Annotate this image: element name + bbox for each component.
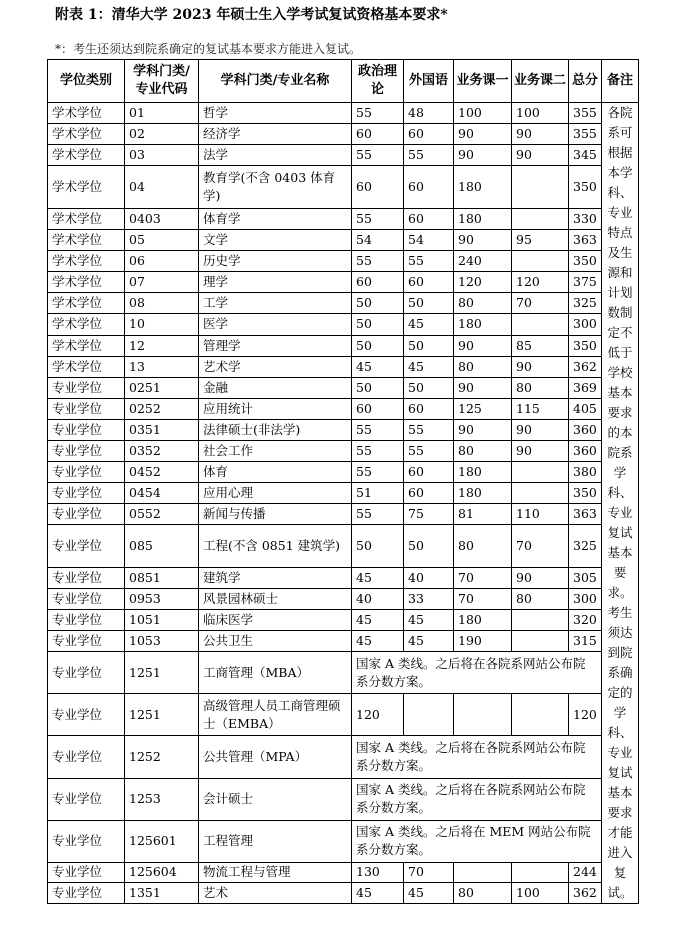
- total-cell: 350: [569, 251, 602, 272]
- table-row: [48, 335, 639, 356]
- table-row: [48, 503, 639, 524]
- code-cell: 085: [125, 524, 199, 567]
- name-cell: 管理学: [199, 335, 352, 356]
- degree-cell: 学术学位: [48, 166, 125, 209]
- name-cell: 艺术学: [199, 356, 352, 377]
- requirements-table: [47, 59, 639, 904]
- code-cell: 06: [125, 251, 199, 272]
- total-cell: 362: [569, 356, 602, 377]
- foreign-cell: 55: [404, 419, 454, 440]
- footnote: *：考生还须达到院系确定的复试基本要求方能进入复试。: [55, 42, 362, 56]
- table-row: [48, 272, 639, 293]
- degree-cell: 专业学位: [48, 377, 125, 398]
- degree-cell: 专业学位: [48, 440, 125, 461]
- header-row: [48, 60, 639, 103]
- politics-cell: 55: [352, 103, 404, 124]
- politics-cell: 50: [352, 377, 404, 398]
- foreign-cell: 55: [404, 440, 454, 461]
- name-cell: 理学: [199, 272, 352, 293]
- course2-cell: 85: [512, 335, 569, 356]
- code-cell: 04: [125, 166, 199, 209]
- name-cell: 公共管理（MPA）: [199, 736, 352, 778]
- course2-cell: 80: [512, 377, 569, 398]
- foreign-cell: 60: [404, 461, 454, 482]
- foreign-cell: 45: [404, 314, 454, 335]
- name-cell: 文学: [199, 230, 352, 251]
- degree-cell: 专业学位: [48, 398, 125, 419]
- degree-cell: 专业学位: [48, 461, 125, 482]
- course2-cell: [512, 610, 569, 631]
- degree-cell: 专业学位: [48, 694, 125, 736]
- foreign-cell: 45: [404, 882, 454, 903]
- degree-cell: 专业学位: [48, 778, 125, 820]
- name-cell: 物流工程与管理: [199, 862, 352, 882]
- course1-cell: 180: [454, 209, 512, 230]
- total-cell: 305: [569, 568, 602, 589]
- code-cell: 1351: [125, 882, 199, 903]
- degree-cell: 专业学位: [48, 736, 125, 778]
- table-row: [48, 694, 639, 736]
- code-cell: 0454: [125, 482, 199, 503]
- code-cell: 05: [125, 230, 199, 251]
- table-row: [48, 356, 639, 377]
- politics-cell: 45: [352, 568, 404, 589]
- table-row: [48, 631, 639, 652]
- total-cell: 330: [569, 209, 602, 230]
- total-cell: 300: [569, 314, 602, 335]
- table-row: [48, 820, 639, 862]
- course2-cell: 90: [512, 568, 569, 589]
- table-row: [48, 124, 639, 145]
- foreign-cell: 54: [404, 230, 454, 251]
- course1-cell: 90: [454, 377, 512, 398]
- course1-cell: 125: [454, 398, 512, 419]
- total-cell: 375: [569, 272, 602, 293]
- degree-cell: 学术学位: [48, 103, 125, 124]
- foreign-cell: 50: [404, 377, 454, 398]
- name-cell: 临床医学: [199, 610, 352, 631]
- code-cell: 0552: [125, 503, 199, 524]
- total-cell: 355: [569, 124, 602, 145]
- politics-cell: 55: [352, 209, 404, 230]
- code-cell: 01: [125, 103, 199, 124]
- total-cell: 325: [569, 293, 602, 314]
- score-note-cell: 国家 A 类线。之后将在各院系网站公布院系分数方案。: [352, 736, 602, 778]
- foreign-cell: [404, 694, 454, 736]
- politics-cell: 50: [352, 524, 404, 567]
- foreign-cell: 45: [404, 356, 454, 377]
- table-row: [48, 589, 639, 610]
- score-note-cell: 国家 A 类线。之后将在 MEM 网站公布院系分数方案。: [352, 820, 602, 862]
- course1-cell: 100: [454, 103, 512, 124]
- total-cell: 380: [569, 461, 602, 482]
- table-row: [48, 230, 639, 251]
- header-total: 总分: [569, 60, 602, 103]
- degree-cell: 学术学位: [48, 293, 125, 314]
- code-cell: 13: [125, 356, 199, 377]
- degree-cell: 学术学位: [48, 314, 125, 335]
- total-cell: 405: [569, 398, 602, 419]
- degree-cell: 专业学位: [48, 631, 125, 652]
- total-cell: 350: [569, 482, 602, 503]
- politics-cell: 130: [352, 862, 404, 882]
- course2-cell: 100: [512, 103, 569, 124]
- course2-cell: 95: [512, 230, 569, 251]
- name-cell: 风景园林硕士: [199, 589, 352, 610]
- foreign-cell: 60: [404, 209, 454, 230]
- total-cell: 300: [569, 589, 602, 610]
- course2-cell: 120: [512, 272, 569, 293]
- degree-cell: 专业学位: [48, 482, 125, 503]
- course1-cell: 240: [454, 251, 512, 272]
- course2-cell: [512, 166, 569, 209]
- table-body: [48, 103, 639, 904]
- politics-cell: 51: [352, 482, 404, 503]
- course1-cell: 70: [454, 568, 512, 589]
- header-name: 学科门类/专业名称: [199, 60, 352, 103]
- code-cell: 0452: [125, 461, 199, 482]
- course1-cell: 81: [454, 503, 512, 524]
- foreign-cell: 60: [404, 398, 454, 419]
- degree-cell: 专业学位: [48, 524, 125, 567]
- politics-cell: 55: [352, 251, 404, 272]
- politics-cell: 45: [352, 882, 404, 903]
- course2-cell: 80: [512, 589, 569, 610]
- code-cell: 1053: [125, 631, 199, 652]
- table-row: [48, 440, 639, 461]
- degree-cell: 学术学位: [48, 272, 125, 293]
- name-cell: 工程(不含 0851 建筑学): [199, 524, 352, 567]
- course2-cell: 100: [512, 882, 569, 903]
- name-cell: 艺术: [199, 882, 352, 903]
- code-cell: 0403: [125, 209, 199, 230]
- course2-cell: 90: [512, 419, 569, 440]
- politics-cell: 55: [352, 145, 404, 166]
- degree-cell: 专业学位: [48, 862, 125, 882]
- politics-cell: 60: [352, 272, 404, 293]
- name-cell: 教育学(不含 0403 体育学): [199, 166, 352, 209]
- name-cell: 法律硕士(非法学): [199, 419, 352, 440]
- politics-cell: 120: [352, 694, 404, 736]
- total-cell: 369: [569, 377, 602, 398]
- politics-cell: 50: [352, 335, 404, 356]
- total-cell: 350: [569, 166, 602, 209]
- total-cell: 363: [569, 503, 602, 524]
- total-cell: 120: [569, 694, 602, 736]
- code-cell: 125601: [125, 820, 199, 862]
- name-cell: 医学: [199, 314, 352, 335]
- code-cell: 1251: [125, 652, 199, 694]
- table-row: [48, 482, 639, 503]
- foreign-cell: 75: [404, 503, 454, 524]
- course2-cell: 70: [512, 293, 569, 314]
- foreign-cell: 50: [404, 524, 454, 567]
- degree-cell: 专业学位: [48, 652, 125, 694]
- degree-cell: 专业学位: [48, 882, 125, 903]
- course1-cell: 90: [454, 145, 512, 166]
- code-cell: 10: [125, 314, 199, 335]
- foreign-cell: 45: [404, 610, 454, 631]
- table-row: [48, 862, 639, 882]
- politics-cell: 45: [352, 610, 404, 631]
- course1-cell: 90: [454, 230, 512, 251]
- foreign-cell: 50: [404, 335, 454, 356]
- total-cell: 360: [569, 440, 602, 461]
- header-remark: 备注: [602, 60, 639, 103]
- table-row: [48, 398, 639, 419]
- name-cell: 金融: [199, 377, 352, 398]
- course1-cell: 80: [454, 356, 512, 377]
- degree-cell: 专业学位: [48, 820, 125, 862]
- course1-cell: 180: [454, 482, 512, 503]
- name-cell: 历史学: [199, 251, 352, 272]
- table-row: [48, 314, 639, 335]
- degree-cell: 专业学位: [48, 610, 125, 631]
- code-cell: 1251: [125, 694, 199, 736]
- course1-cell: 90: [454, 335, 512, 356]
- code-cell: 08: [125, 293, 199, 314]
- name-cell: 工程管理: [199, 820, 352, 862]
- name-cell: 工商管理（MBA）: [199, 652, 352, 694]
- name-cell: 新闻与传播: [199, 503, 352, 524]
- table-row: [48, 377, 639, 398]
- code-cell: 0851: [125, 568, 199, 589]
- total-cell: 345: [569, 145, 602, 166]
- table-row: [48, 778, 639, 820]
- header-foreign: 外国语: [404, 60, 454, 103]
- course2-cell: [512, 209, 569, 230]
- degree-cell: 专业学位: [48, 589, 125, 610]
- course2-cell: 110: [512, 503, 569, 524]
- foreign-cell: 60: [404, 124, 454, 145]
- politics-cell: 60: [352, 398, 404, 419]
- table-row: [48, 882, 639, 903]
- course2-cell: 90: [512, 356, 569, 377]
- table-row: [48, 251, 639, 272]
- course2-cell: [512, 251, 569, 272]
- course2-cell: [512, 482, 569, 503]
- course2-cell: 115: [512, 398, 569, 419]
- table-row: [48, 145, 639, 166]
- name-cell: 建筑学: [199, 568, 352, 589]
- course2-cell: 90: [512, 440, 569, 461]
- course1-cell: 180: [454, 461, 512, 482]
- politics-cell: 55: [352, 461, 404, 482]
- code-cell: 125604: [125, 862, 199, 882]
- degree-cell: 学术学位: [48, 145, 125, 166]
- code-cell: 0953: [125, 589, 199, 610]
- course1-cell: 90: [454, 124, 512, 145]
- foreign-cell: 33: [404, 589, 454, 610]
- code-cell: 12: [125, 335, 199, 356]
- name-cell: 体育学: [199, 209, 352, 230]
- politics-cell: 50: [352, 314, 404, 335]
- total-cell: 320: [569, 610, 602, 631]
- table-row: [48, 568, 639, 589]
- total-cell: 362: [569, 882, 602, 903]
- course1-cell: 180: [454, 166, 512, 209]
- politics-cell: 55: [352, 419, 404, 440]
- course2-cell: 70: [512, 524, 569, 567]
- course2-cell: [512, 694, 569, 736]
- course2-cell: [512, 461, 569, 482]
- name-cell: 会计硕士: [199, 778, 352, 820]
- header-politics: 政治理论: [352, 60, 404, 103]
- name-cell: 工学: [199, 293, 352, 314]
- foreign-cell: 70: [404, 862, 454, 882]
- course1-cell: 70: [454, 589, 512, 610]
- total-cell: 325: [569, 524, 602, 567]
- politics-cell: 50: [352, 293, 404, 314]
- table-row: [48, 652, 639, 694]
- politics-cell: 55: [352, 503, 404, 524]
- politics-cell: 54: [352, 230, 404, 251]
- score-note-cell: 国家 A 类线。之后将在各院系网站公布院系分数方案。: [352, 778, 602, 820]
- header-code: 学科门类/专业代码: [125, 60, 199, 103]
- score-note-cell: 国家 A 类线。之后将在各院系网站公布院系分数方案。: [352, 652, 602, 694]
- politics-cell: 60: [352, 166, 404, 209]
- table-row: [48, 419, 639, 440]
- degree-cell: 学术学位: [48, 251, 125, 272]
- foreign-cell: 48: [404, 103, 454, 124]
- code-cell: 0352: [125, 440, 199, 461]
- degree-cell: 专业学位: [48, 419, 125, 440]
- course1-cell: [454, 694, 512, 736]
- course1-cell: [454, 862, 512, 882]
- table-row: [48, 610, 639, 631]
- header-course1: 业务课一: [454, 60, 512, 103]
- course2-cell: 90: [512, 145, 569, 166]
- course2-cell: [512, 314, 569, 335]
- total-cell: 315: [569, 631, 602, 652]
- name-cell: 公共卫生: [199, 631, 352, 652]
- code-cell: 1253: [125, 778, 199, 820]
- table-row: [48, 524, 639, 567]
- name-cell: 高级管理人员工商管理硕士（EMBA）: [199, 694, 352, 736]
- total-cell: 350: [569, 335, 602, 356]
- politics-cell: 45: [352, 356, 404, 377]
- document-title: 附表 1：清华大学 2023 年硕士生入学考试复试资格基本要求*: [55, 7, 448, 23]
- total-cell: 363: [569, 230, 602, 251]
- foreign-cell: 55: [404, 251, 454, 272]
- remarks-cell: 各院系可根据本学科、专业特点及生源和计划数制定不低于学校基本要求的本院系学科、专业复试基本要求。考生须达到院系确定的学科、专业复试基本要求才能进入复试。: [602, 103, 639, 904]
- name-cell: 法学: [199, 145, 352, 166]
- politics-cell: 60: [352, 124, 404, 145]
- header-course2: 业务课二: [512, 60, 569, 103]
- foreign-cell: 50: [404, 293, 454, 314]
- code-cell: 0252: [125, 398, 199, 419]
- degree-cell: 学术学位: [48, 209, 125, 230]
- foreign-cell: 60: [404, 482, 454, 503]
- table-row: [48, 461, 639, 482]
- table-row: [48, 166, 639, 209]
- name-cell: 应用统计: [199, 398, 352, 419]
- politics-cell: 55: [352, 440, 404, 461]
- course2-cell: [512, 631, 569, 652]
- foreign-cell: 60: [404, 166, 454, 209]
- code-cell: 0351: [125, 419, 199, 440]
- politics-cell: 45: [352, 631, 404, 652]
- table-row: [48, 103, 639, 124]
- degree-cell: 专业学位: [48, 503, 125, 524]
- name-cell: 经济学: [199, 124, 352, 145]
- degree-cell: 学术学位: [48, 356, 125, 377]
- course1-cell: 80: [454, 524, 512, 567]
- total-cell: 355: [569, 103, 602, 124]
- name-cell: 体育: [199, 461, 352, 482]
- header-degree: 学位类别: [48, 60, 125, 103]
- foreign-cell: 55: [404, 145, 454, 166]
- course1-cell: 120: [454, 272, 512, 293]
- degree-cell: 专业学位: [48, 568, 125, 589]
- foreign-cell: 40: [404, 568, 454, 589]
- course1-cell: 180: [454, 610, 512, 631]
- course2-cell: [512, 862, 569, 882]
- code-cell: 02: [125, 124, 199, 145]
- code-cell: 07: [125, 272, 199, 293]
- foreign-cell: 60: [404, 272, 454, 293]
- name-cell: 哲学: [199, 103, 352, 124]
- table-row: [48, 736, 639, 778]
- code-cell: 1051: [125, 610, 199, 631]
- code-cell: 0251: [125, 377, 199, 398]
- degree-cell: 学术学位: [48, 230, 125, 251]
- politics-cell: 40: [352, 589, 404, 610]
- course1-cell: 80: [454, 293, 512, 314]
- course1-cell: 80: [454, 882, 512, 903]
- course1-cell: 90: [454, 419, 512, 440]
- course1-cell: 80: [454, 440, 512, 461]
- total-cell: 244: [569, 862, 602, 882]
- table-row: [48, 209, 639, 230]
- total-cell: 360: [569, 419, 602, 440]
- degree-cell: 学术学位: [48, 335, 125, 356]
- code-cell: 1252: [125, 736, 199, 778]
- code-cell: 03: [125, 145, 199, 166]
- course1-cell: 190: [454, 631, 512, 652]
- foreign-cell: 45: [404, 631, 454, 652]
- name-cell: 社会工作: [199, 440, 352, 461]
- degree-cell: 学术学位: [48, 124, 125, 145]
- course2-cell: 90: [512, 124, 569, 145]
- course1-cell: 180: [454, 314, 512, 335]
- table-row: [48, 293, 639, 314]
- name-cell: 应用心理: [199, 482, 352, 503]
